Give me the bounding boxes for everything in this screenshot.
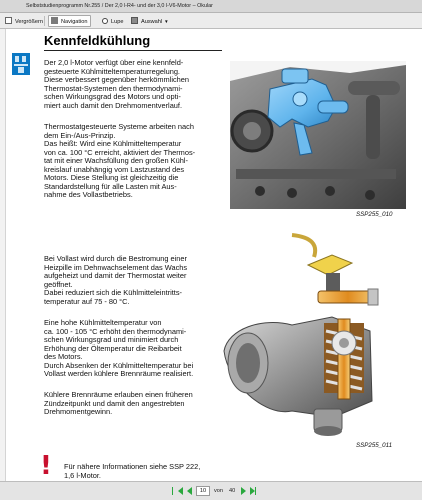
lens-label: Lupe (111, 19, 124, 25)
fullload-paragraph (44, 255, 187, 306)
toolbar (0, 13, 422, 29)
text-line: Thermostatgesteuerte Systeme arbeiten nach (44, 122, 194, 131)
text-line: Zündzeitpunkt und damit den angestrebten (44, 398, 185, 408)
text-line: schen Wirkungsgrad des Motors und opti- (44, 92, 181, 101)
text-line: Kühlere Brennräume erlauben einen früheren (44, 390, 193, 399)
magnifier-icon (102, 18, 108, 24)
text-line: Heizpille im Dehnwachselement das Wachs (44, 262, 188, 272)
select-label: Auswahl (141, 19, 163, 25)
text-line: miert auch damit den Drehmomentverlauf. (44, 100, 183, 110)
page-navigation-bar (0, 481, 422, 500)
next-page-icon[interactable] (241, 487, 246, 495)
toolbar-separator (44, 16, 45, 26)
chevron-down-icon: ▼ (164, 19, 169, 24)
previous-page-icon[interactable] (187, 487, 192, 495)
text-line: Das heißt: Wird eine Kühlmitteltemperatur (44, 139, 182, 148)
text-line: Diese verbessert gegenüber herkömmlichen (44, 75, 190, 84)
text-line: tat mit einer Wachsfüllung den großen Kühl- (44, 156, 188, 165)
text-line: aufgeheizt und damit der Thermostat weiter (44, 271, 187, 280)
select-button[interactable] (128, 15, 173, 27)
hand-icon (51, 17, 58, 24)
text-line: kreislauf unabhängig vom Lastzustand des (44, 164, 185, 174)
text-line: schen Wirkungsgrad und minimiert durch (44, 335, 179, 344)
document-page (6, 29, 422, 481)
text-line: Für nähere Informationen siehe SSP 222, (64, 462, 201, 471)
thermostat-paragraph (44, 123, 195, 200)
engine-thermostat-figure (230, 61, 406, 209)
page-number-input[interactable]: 10 (196, 486, 210, 496)
text-line: Erhöhung der Öltemperatur die Reibarbeit (44, 343, 182, 353)
text-line: Bei Vollast wird durch die Bestromung einer (44, 254, 187, 263)
thermostat-logo-icon (12, 53, 30, 75)
text-line: Der 2,0 l-Motor verfügt über eine kennfeld- (44, 58, 184, 67)
text-line: dem Ein-/Aus-Prinzip. (44, 130, 116, 140)
text-line: nahme des Vollastbetriebs. (44, 190, 133, 199)
text-line: 1,6 l-Motor. (64, 470, 101, 480)
text-line: des Motors. (44, 352, 83, 361)
selection-icon (131, 17, 138, 24)
figure1-caption: SSP255_010 (356, 211, 393, 218)
text-line: Motors. Diese Stellung ist gleichzeitig die (44, 173, 179, 182)
text-line: Standardstellung für alle Lasten mit Aus- (44, 181, 177, 191)
intro-paragraph (44, 59, 189, 110)
hightemp-paragraph (44, 319, 193, 379)
warning-exclamation-icon: ! (40, 451, 52, 481)
page-title: Kennfeldkühlung (44, 33, 151, 48)
lens-button[interactable] (99, 15, 127, 27)
text-line: Dabei reduziert sich die Kühlmitteleintritts- (44, 288, 183, 297)
first-page-icon[interactable] (178, 487, 183, 495)
text-line: temperatur auf 75 - 80 °C. (44, 296, 130, 306)
window-title: Selbststudienprogramm Nr.255 / Der 2,0 l-R4- und der 3,0 l-V6-Motor – Okular (0, 0, 422, 13)
text-line: ca. 100 - 105 °C erhöht den thermodynami- (44, 326, 187, 336)
figure2-caption: SSP255_011 (356, 442, 393, 449)
text-line: Drehmomentgewinn. (44, 407, 113, 416)
text-line: Thermostat-Systemen den thermodynami- (44, 83, 183, 93)
last-page-icon[interactable] (250, 487, 255, 495)
zoom-label: Vergrößern (15, 19, 43, 25)
page-total: 40 (229, 488, 236, 494)
navigation-label: Navigation (61, 19, 88, 25)
zoom-button[interactable] (2, 15, 47, 27)
note-paragraph (64, 463, 200, 480)
title-divider (44, 50, 222, 51)
text-line: Durch Absenken der Kühlmitteltemperatur bei (44, 360, 194, 370)
text-line: geöffnet. (44, 279, 73, 289)
thermostat-cutaway-figure (222, 233, 408, 443)
text-line: von ca. 100 °C erreicht, aktiviert der Thermos- (44, 147, 196, 157)
text-line: gesteuerte Kühlmitteltemperaturregelung. (44, 66, 180, 76)
cooler-paragraph (44, 391, 193, 417)
text-line: Vollast werden kühlere Brennräume realisiert. (44, 369, 194, 378)
page-of-label: von (214, 488, 224, 494)
text-line: Eine hohe Kühlmitteltemperatur von (44, 318, 162, 327)
zoom-icon (5, 17, 12, 24)
navigation-button[interactable] (48, 15, 91, 27)
